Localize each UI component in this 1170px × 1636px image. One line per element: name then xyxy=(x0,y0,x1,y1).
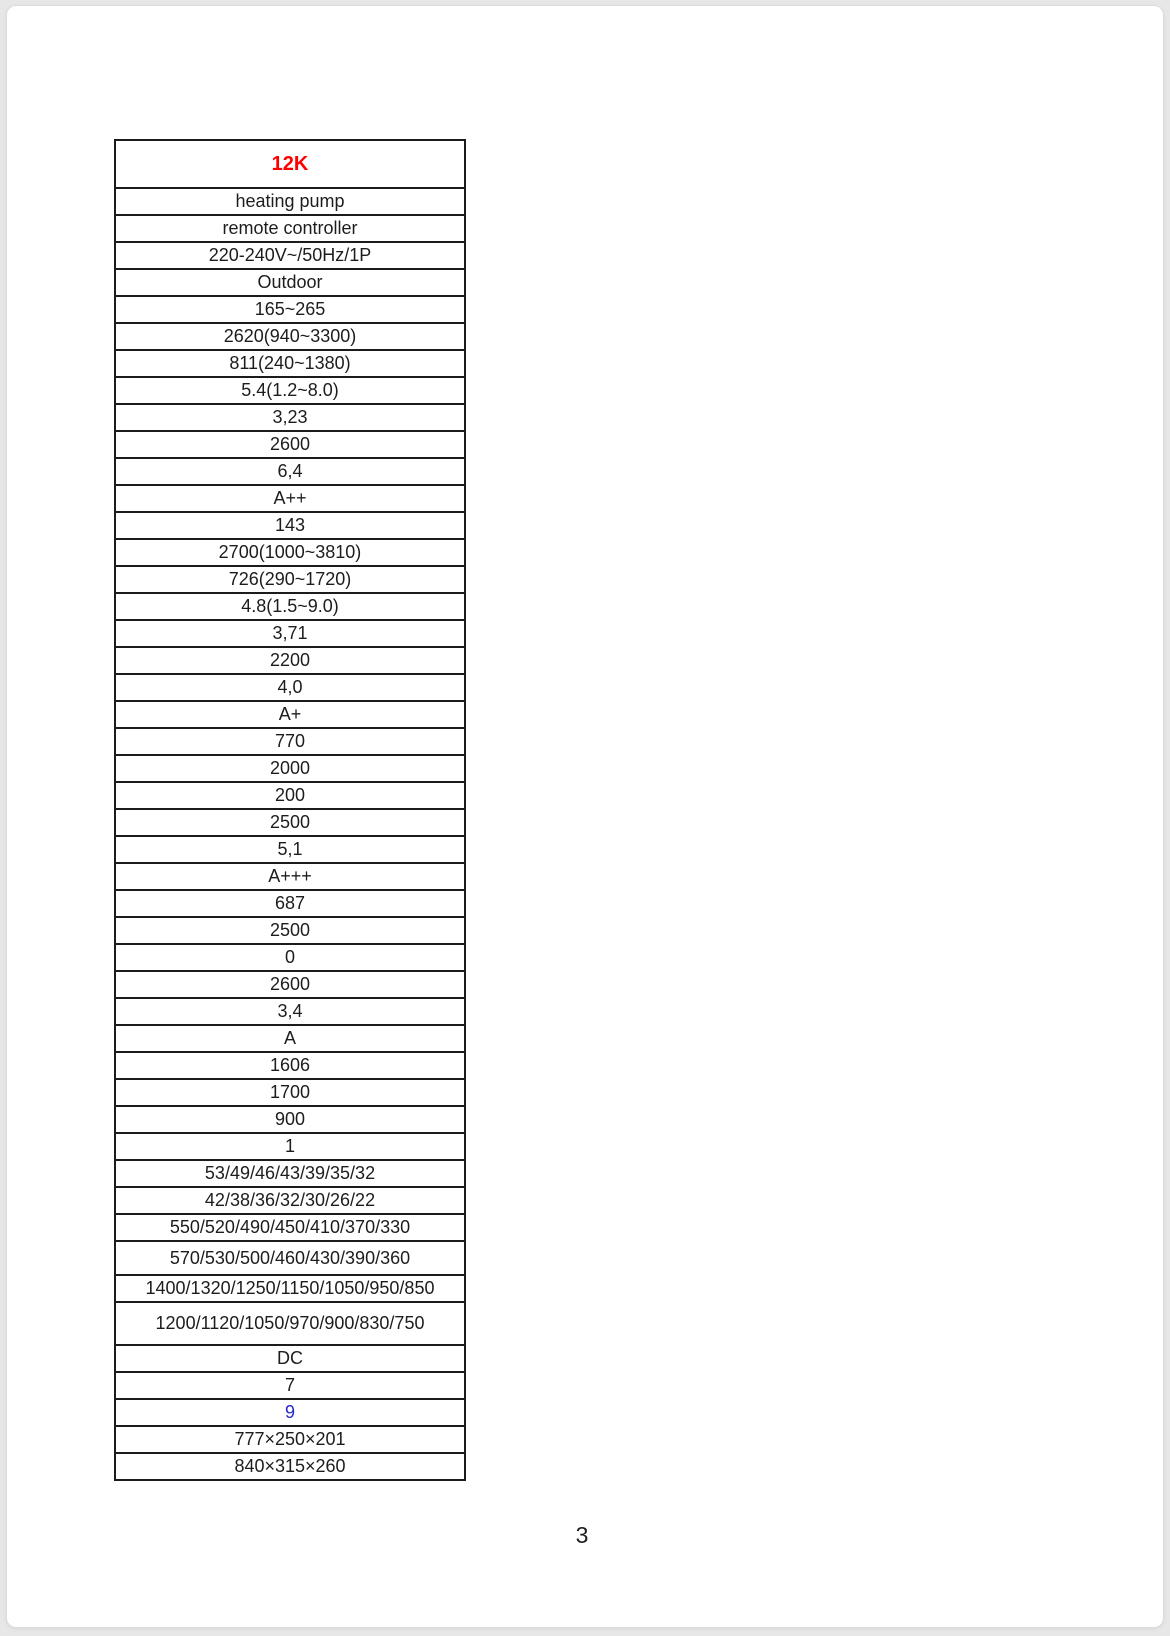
table-row xyxy=(115,458,465,485)
table-cell: 4,0 xyxy=(115,674,465,701)
table-row xyxy=(115,836,465,863)
table-cell: 726(290~1720) xyxy=(115,566,465,593)
table-header-cell: 12K xyxy=(115,140,465,188)
table-row xyxy=(115,782,465,809)
table-row xyxy=(115,890,465,917)
table-row xyxy=(115,485,465,512)
table-cell: 7 xyxy=(115,1372,465,1399)
table-row xyxy=(115,1241,465,1275)
table-cell: A+ xyxy=(115,701,465,728)
table-cell: 2200 xyxy=(115,647,465,674)
table-cell: 0 xyxy=(115,944,465,971)
table-row xyxy=(115,809,465,836)
table-row xyxy=(115,242,465,269)
table-row xyxy=(115,674,465,701)
table-row xyxy=(115,1372,465,1399)
table-row xyxy=(115,296,465,323)
table-cell: 1700 xyxy=(115,1079,465,1106)
table-row xyxy=(115,1399,465,1426)
table-row xyxy=(115,323,465,350)
table-cell: 143 xyxy=(115,512,465,539)
table-row xyxy=(115,917,465,944)
table-cell: 3,23 xyxy=(115,404,465,431)
table-cell: 570/530/500/460/430/390/360 xyxy=(115,1241,465,1275)
table-cell: 840×315×260 xyxy=(115,1453,465,1480)
document-page xyxy=(7,6,1163,1627)
table-cell: 5,1 xyxy=(115,836,465,863)
table-row xyxy=(115,512,465,539)
table-cell: 1606 xyxy=(115,1052,465,1079)
table-cell: 2620(940~3300) xyxy=(115,323,465,350)
table-row xyxy=(115,971,465,998)
table-cell: 770 xyxy=(115,728,465,755)
table-row xyxy=(115,350,465,377)
table-cell: A++ xyxy=(115,485,465,512)
table-cell: 811(240~1380) xyxy=(115,350,465,377)
table-cell: 5.4(1.2~8.0) xyxy=(115,377,465,404)
table-cell: heating pump xyxy=(115,188,465,215)
table-cell: 1200/1120/1050/970/900/830/750 xyxy=(115,1302,465,1345)
table-cell: 53/49/46/43/39/35/32 xyxy=(115,1160,465,1187)
table-cell: 3,4 xyxy=(115,998,465,1025)
table-row xyxy=(115,1345,465,1372)
table-row xyxy=(115,755,465,782)
table-cell: 550/520/490/450/410/370/330 xyxy=(115,1214,465,1241)
table-cell: 4.8(1.5~9.0) xyxy=(115,593,465,620)
table-cell: A+++ xyxy=(115,863,465,890)
table-row xyxy=(115,1160,465,1187)
table-row xyxy=(115,1302,465,1345)
table-row xyxy=(115,863,465,890)
table-cell: Outdoor xyxy=(115,269,465,296)
table-cell: 42/38/36/32/30/26/22 xyxy=(115,1187,465,1214)
table-row xyxy=(115,431,465,458)
table-cell: 2600 xyxy=(115,971,465,998)
table-row xyxy=(115,1214,465,1241)
table-row xyxy=(115,1025,465,1052)
page-number: 3 xyxy=(575,1522,589,1548)
table-row xyxy=(115,620,465,647)
table-row xyxy=(115,1187,465,1214)
spec-table-body xyxy=(115,188,465,1480)
table-row xyxy=(115,269,465,296)
table-row xyxy=(115,944,465,971)
table-row xyxy=(115,404,465,431)
table-cell: DC xyxy=(115,1345,465,1372)
table-cell: 2500 xyxy=(115,917,465,944)
table-row xyxy=(115,1453,465,1480)
table-row xyxy=(115,1275,465,1302)
table-row xyxy=(115,1052,465,1079)
table-cell: 1400/1320/1250/1150/1050/950/850 xyxy=(115,1275,465,1302)
table-cell: 165~265 xyxy=(115,296,465,323)
table-row xyxy=(115,1106,465,1133)
table-header-row xyxy=(115,140,465,188)
table-cell: remote controller xyxy=(115,215,465,242)
table-cell: 1 xyxy=(115,1133,465,1160)
table-cell: 687 xyxy=(115,890,465,917)
table-row xyxy=(115,215,465,242)
table-row xyxy=(115,1426,465,1453)
spec-table xyxy=(114,139,466,1481)
table-row xyxy=(115,701,465,728)
table-row xyxy=(115,539,465,566)
table-row xyxy=(115,998,465,1025)
table-cell: 9 xyxy=(115,1399,465,1426)
table-cell: 6,4 xyxy=(115,458,465,485)
table-cell: 3,71 xyxy=(115,620,465,647)
table-cell: 200 xyxy=(115,782,465,809)
table-cell: 2600 xyxy=(115,431,465,458)
table-cell: 900 xyxy=(115,1106,465,1133)
table-row xyxy=(115,188,465,215)
table-cell: 2500 xyxy=(115,809,465,836)
table-row xyxy=(115,1133,465,1160)
table-cell: 2000 xyxy=(115,755,465,782)
table-row xyxy=(115,377,465,404)
table-cell: 2700(1000~3810) xyxy=(115,539,465,566)
table-row xyxy=(115,728,465,755)
table-cell: A xyxy=(115,1025,465,1052)
spec-table-head xyxy=(115,140,465,188)
table-row xyxy=(115,1079,465,1106)
table-row xyxy=(115,593,465,620)
table-cell: 220-240V~/50Hz/1P xyxy=(115,242,465,269)
table-row xyxy=(115,566,465,593)
table-cell: 777×250×201 xyxy=(115,1426,465,1453)
table-row xyxy=(115,647,465,674)
